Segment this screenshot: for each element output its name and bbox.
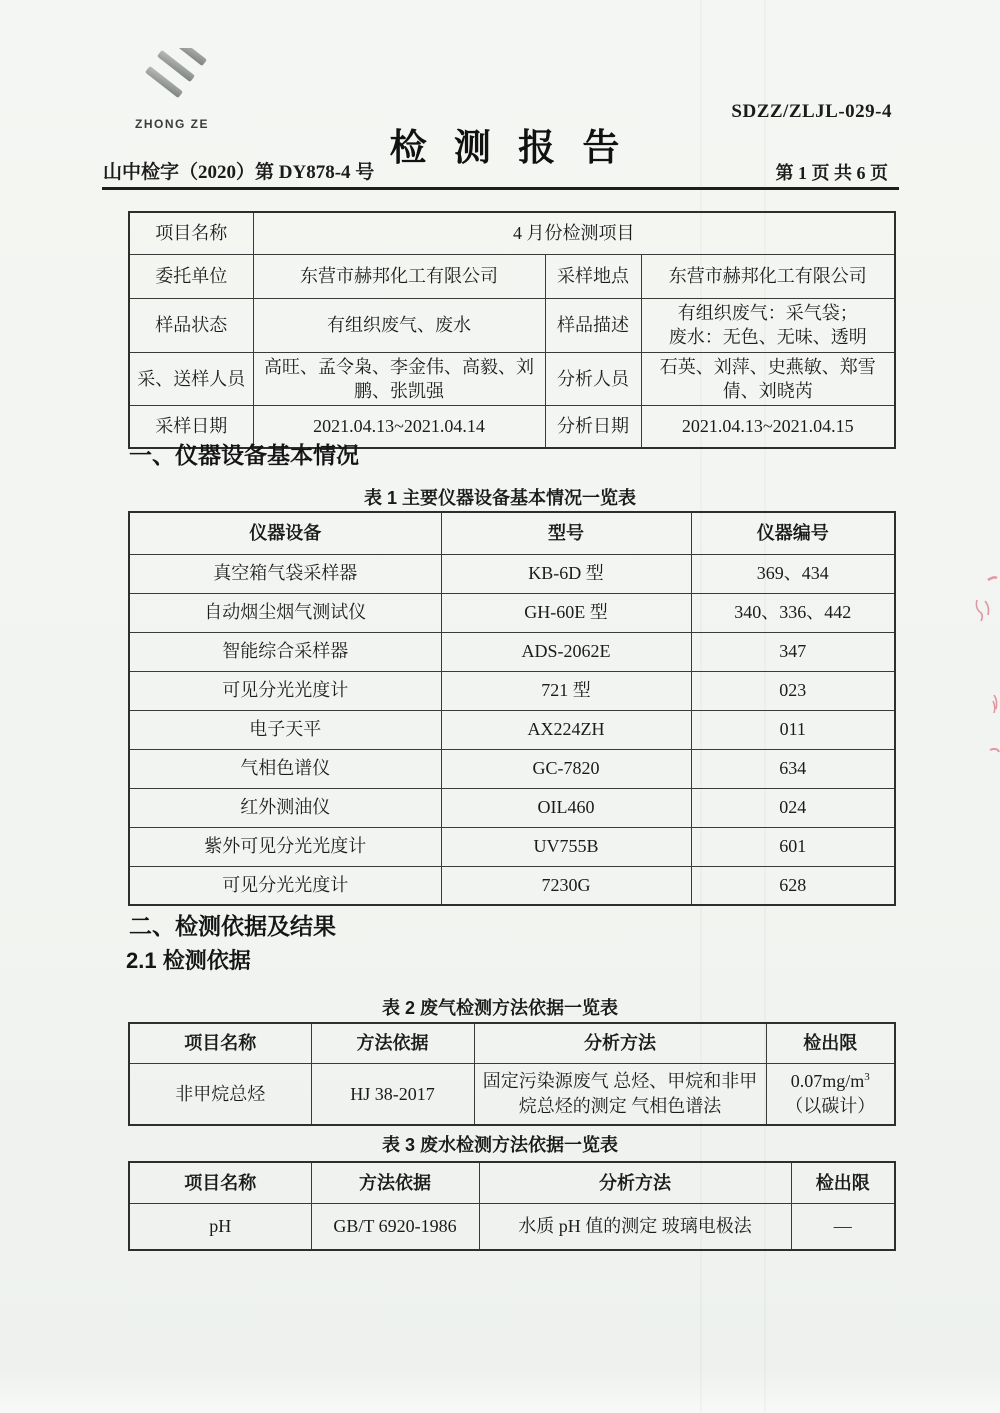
column-header: 型号 [441,512,691,554]
equipment-model: GH-60E 型 [441,593,691,632]
table-row [129,352,895,406]
analysis-method: 固定污染源废气 总烃、甲烷和非甲烷总烃的测定 气相色谱法 [474,1063,766,1125]
equipment-name: 智能综合采样器 [129,632,441,671]
info-label: 采、送样人员 [129,352,253,406]
sample-info-table [128,211,896,449]
method-item: 非甲烷总烃 [129,1063,311,1125]
info-value: 高旺、孟令枭、李金伟、高毅、刘鹏、张凯强 [253,352,545,406]
table-row [129,1203,895,1250]
sample-desc-line1: 有组织废气：采气袋； [677,302,858,323]
column-header: 检出限 [766,1023,895,1063]
equipment-model: UV755B [441,827,691,866]
table-row [129,827,895,866]
table-row [129,866,895,905]
equipment-model: KB-6D 型 [441,554,691,593]
info-value: 有组织废气、废水 [253,298,545,352]
equipment-name: 自动烟尘烟气测试仪 [129,593,441,632]
info-label: 分析人员 [545,352,641,406]
info-value: 石英、刘萍、史燕敏、郑雪倩、刘晓芮 [641,352,895,406]
info-value: 2021.04.13~2021.04.14 [253,406,545,448]
equipment-serial: 024 [691,788,895,827]
table-row [129,788,895,827]
table-header-row [129,1162,895,1203]
info-label: 样品状态 [129,298,253,352]
water-method-table [128,1161,896,1251]
red-ink-bleed-marks [960,560,1000,780]
equipment-name: 真空箱气袋采样器 [129,554,441,593]
page-indicator: 第 1 页 共 6 页 [775,163,888,183]
logo-text: ZHONG ZE [135,117,209,131]
info-value: 东营市赫邦化工有限公司 [641,254,895,298]
table-row [129,749,895,788]
superscript: 3 [864,1071,870,1084]
equipment-model: GC-7820 [441,749,691,788]
table-header-row [129,512,895,554]
info-label: 样品描述 [545,298,641,352]
equipment-serial: 601 [691,827,895,866]
column-header: 分析方法 [474,1023,766,1063]
detection-limit-value: $0.07mg/m^3$ [790,1071,870,1092]
info-value [641,298,895,352]
detection-limit: — [791,1203,895,1250]
column-header: 仪器设备 [129,512,441,554]
column-header: 方法依据 [311,1162,479,1203]
equipment-serial: 340、336、442 [691,593,895,632]
equipment-name: 红外测油仪 [129,788,441,827]
info-value: 4 月份检测项目 [253,212,895,254]
section-2-heading: 二、检测依据及结果 [129,913,336,939]
column-header: 方法依据 [311,1023,474,1063]
info-label: 项目名称 [129,212,253,254]
section-1-heading: 一、仪器设备基本情况 [129,442,359,468]
table-3-caption: 表 3 废水检测方法依据一览表 [381,1135,618,1155]
method-item: pH [129,1203,311,1250]
table-row [129,710,895,749]
table-row [129,593,895,632]
zhongze-logo-icon [133,48,217,110]
equipment-name: 电子天平 [129,710,441,749]
info-label: 分析日期 [545,406,641,448]
info-value: 东营市赫邦化工有限公司 [253,254,545,298]
document-code: SDZZ/ZLJL-029-4 [731,101,892,122]
file-number: 山中检字（2020）第 DY878-4 号 [103,162,375,183]
info-label: 委托单位 [129,254,253,298]
header-divider [102,187,899,190]
sample-desc-line2: 废水：无色、无味、透明 [668,327,867,347]
method-basis: GB/T 6920-1986 [311,1203,479,1250]
detection-limit [766,1063,895,1125]
equipment-serial: 628 [691,866,895,905]
equipment-serial: 369、434 [691,554,895,593]
table-row [129,298,895,352]
detection-limit-note: （以碳计） [785,1095,876,1116]
column-header: 项目名称 [129,1023,311,1063]
equipment-table [128,511,896,906]
table-row [129,554,895,593]
equipment-serial: 347 [691,632,895,671]
section-2-1-heading: 2.1 检测依据 [126,948,251,973]
equipment-model: 7230G [441,866,691,905]
report-title: 检 测 报 告 [389,128,629,169]
column-header: 检出限 [791,1162,895,1203]
equipment-serial: 023 [691,671,895,710]
equipment-model: AX224ZH [441,710,691,749]
table-header-row [129,1023,895,1063]
table-row [129,671,895,710]
gas-method-table [128,1022,896,1126]
table-row [129,254,895,298]
equipment-name: 可见分光光度计 [129,866,441,905]
info-label: 采样日期 [129,406,253,448]
table-1-caption: 表 1 主要仪器设备基本情况一览表 [363,488,636,508]
equipment-model: ADS-2062E [441,632,691,671]
equipment-serial: 634 [691,749,895,788]
column-header: 分析方法 [479,1162,791,1203]
equipment-name: 可见分光光度计 [129,671,441,710]
equipment-serial: 011 [691,710,895,749]
table-row [129,632,895,671]
info-value: 2021.04.13~2021.04.15 [641,406,895,448]
table-2-caption: 表 2 废气检测方法依据一览表 [381,998,618,1018]
equipment-model: OIL460 [441,788,691,827]
equipment-model: 721 型 [441,671,691,710]
equipment-name: 紫外可见分光光度计 [129,827,441,866]
table-row [129,212,895,254]
column-header: 项目名称 [129,1162,311,1203]
table-row [129,1063,895,1125]
equipment-name: 气相色谱仪 [129,749,441,788]
info-label: 采样地点 [545,254,641,298]
column-header: 仪器编号 [691,512,895,554]
analysis-method: 水质 pH 值的测定 玻璃电极法 [479,1203,791,1250]
method-basis: HJ 38-2017 [311,1063,474,1125]
